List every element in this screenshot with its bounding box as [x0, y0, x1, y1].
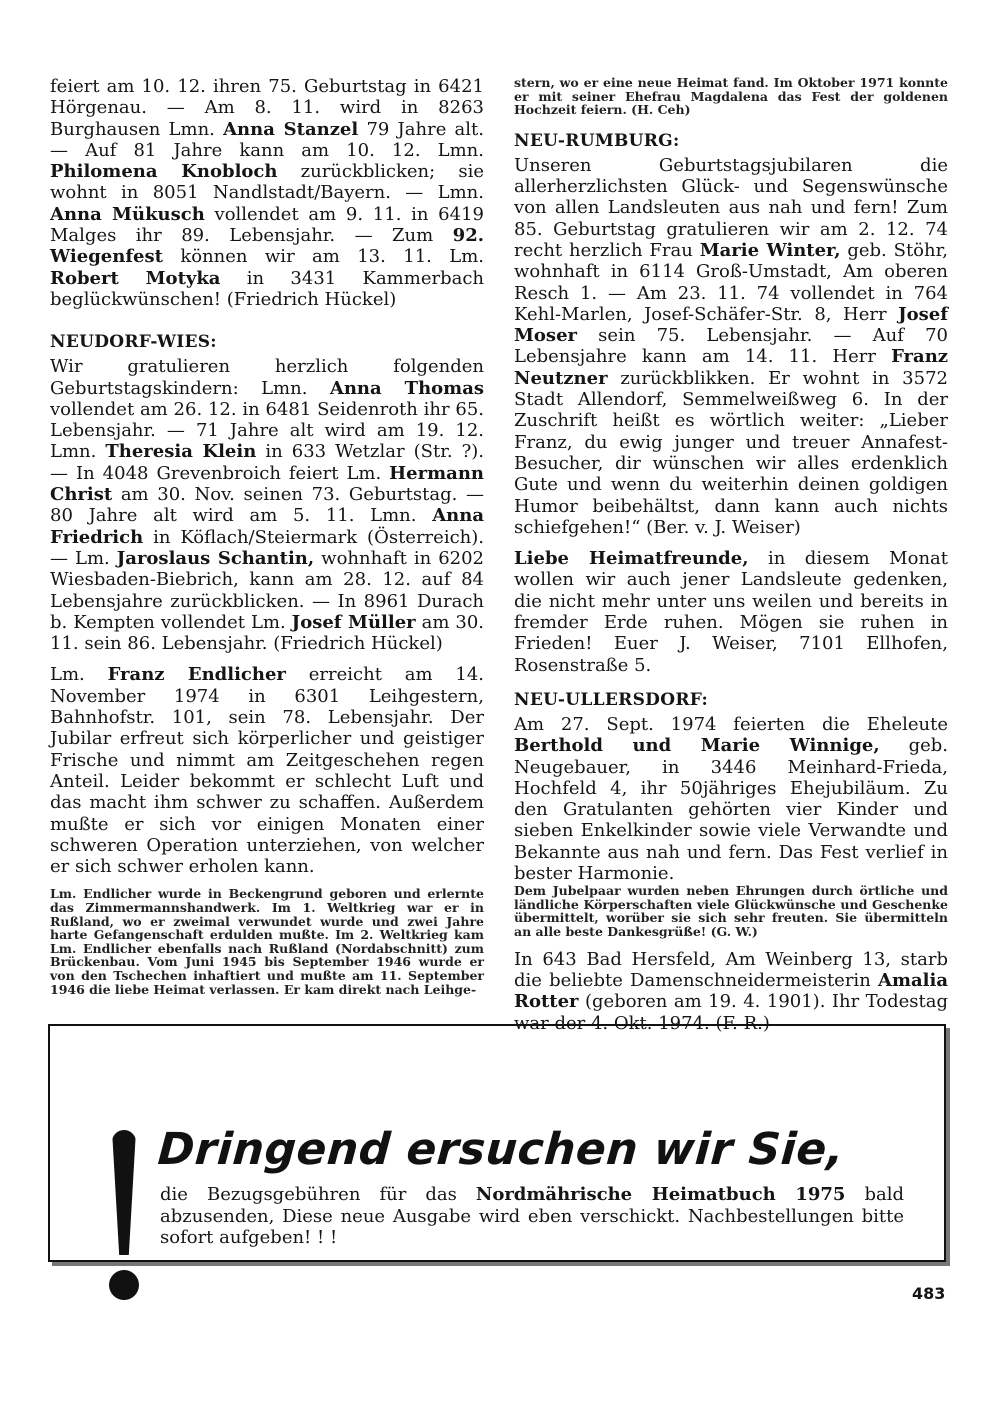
- notice-text: die Bezugsgebühren für das Nordmährische Heimatbuch 1975 bald abzusenden, Diese neue Ausgabe wird eben verschickt. Nachbestellungen bitte sofort aufgeben! ! !: [160, 1184, 905, 1248]
- heading-neudorf-wies: NEUDORF-WIES:: [50, 332, 217, 353]
- left-column: [50, 76, 484, 996]
- notice-title: Dringend ersuchen wir Sie,: [156, 1124, 846, 1175]
- page-number: 483: [912, 1284, 946, 1303]
- ullersdorf-note: Dem Jubelpaar wurden neben Ehrungen durch örtliche und ländliche Körperschaften viele Glückwünsche und Geschenke übermittelt, worüber sie sich sehr freuten. Sie übermitteln an alle beste Dankesgrüße! (G. W.): [514, 883, 948, 940]
- continued-note: stern, wo er eine neue Heimat fand. Im Oktober 1971 konnte er mit seiner Ehefrau Magdalena das Fest der goldenen Hochzeit feiern. (H. Ceh): [514, 75, 948, 118]
- neudorf-paragraph: Wir gratulieren herzlich folgenden Geburtstagskindern: Lmn. Anna Thomas vollendet am 26. 12. in 6481 Seidenroth ihr 65. Lebensjahr. — 71 Jahre alt wird am 19. 12. Lmn. Theresia Klein in 633 Wetzlar (Str. ?). — In 4048 Grevenbroich feiert Lm. Hermann Christ am 30. Nov. seinen 73. Geburtstag. — 80 Jahre alt wird am 5. 11. Lmn. Anna Friedrich in Köflach/Steiermark (Österreich). — Lm. Jaroslaus Schantin, wohnhaft in 6202 Wiesbaden-Biebrich, kann am 28. 12. auf 84 Lebensjahre zurückblicken. — In 8961 Durach b. Kempten vollendet Lm. Josef Müller am 30. 11. sein 86. Lebensjahr. (Friedrich Hückel): [50, 356, 485, 655]
- endlicher-note: Lm. Endlicher wurde in Beckengrund geboren und erlernte das Zimmermannshandwerk. Im 1. Weltkrieg war er in Rußland, wo er zweimal verwundet wurde und zwei Jahre harte Gefangenschaft erdulden mußte. Im 2. Weltkrieg kam Lm. Endlicher ebenfalls nach Rußland (Nordabschnitt) zum Brückenbau. Vom Juni 1945 bis September 1946 wurde er von den Tschechen inhaftiert und mußte am 11. September 1946 die liebe Heimat verlassen. Er kam direkt nach Leihge-: [50, 886, 484, 997]
- rotter-paragraph: In 643 Bad Hersfeld, Am Weinberg 13, starb die beliebte Damenschneidermeisterin Amalia Rotter (geboren am 19. 4. 1901). Ihr Todestag war der 4. Okt. 1974. (F. R.): [514, 948, 948, 1034]
- right-column: [514, 76, 948, 1034]
- heading-neu-ullersdorf: NEU-ULLERSDORF:: [514, 689, 709, 710]
- exclamation-icon: [106, 1130, 146, 1305]
- ullersdorf-paragraph: Am 27. Sept. 1974 feierten die Eheleute Berthold und Marie Winnige, geb. Neugebauer, in 3446 Meinhard-Frieda, Hochfeld 4, ihr 50jähriges Ehejubiläum. Zu den Gratulanten gehörten vier Kinder und sieben Enkelkinder sowie viele Verwandte und Bekannte aus nah und fern. Das Fest verlief in bester Harmonie.: [514, 713, 948, 884]
- heading-neu-rumburg: NEU-RUMBURG:: [514, 130, 680, 151]
- intro-paragraph: feiert am 10. 12. ihren 75. Geburtstag in 6421 Hörgenau. — Am 8. 11. wird in 8263 Burghausen Lmn. Anna Stanzel 79 Jahre alt. — Auf 81 Jahre kann am 10. 12. Lmn. Philomena Knobloch zurückblicken; sie wohnt in 8051 Nandlstadt/Bayern. — Lmn. Anna Mükusch vollendet am 9. 11. in 6419 Malges ihr 89. Lebensjahr. — Zum 92. Wiegenfest können wir am 13. 11. Lm. Robert Motyka in 3431 Kammerbach beglückwünschen! (Friedrich Hückel): [50, 76, 485, 310]
- rumburg-paragraph: Unseren Geburtstagsjubilaren die allerherzlichsten Glück- und Segenswünsche von allen Landsleuten aus nah und fern! Zum 85. Geburtstag gratulieren wir am 2. 12. 74 recht herzlich Frau Marie Winter, geb. Stöhr, wohnhaft in 6114 Groß-Umstadt, Am oberen Resch 1. — Am 23. 11. 74 vollendet in 764 Kehl-Marlen, Josef-Schäfer-Str. 8, Herr Josef Moser sein 75. Lebensjahr. — Auf 70 Lebensjahre kann am 14. 11. Herr Franz Neutzner zurückblikken. Er wohnt in 3572 Stadt Allendorf, Semmelweißweg 6. In der Zuschrift heißt es wörtlich weiter: „Lieber Franz, du ewig junger und treuer Annafest-Besucher, dir wünschen wir alles erdenklich Gute und wenn du weiterhin deinen goldigen Humor beibehältst, dann kann auch nichts schiefgehen!“ (Ber. v. J. Weiser): [514, 154, 948, 538]
- heimatfreunde-paragraph: Liebe Heimatfreunde, in diesem Monat wollen wir auch jener Landsleute gedenken, die nicht mehr unter uns weilen und bereits in fremder Erde ruhen. Mögen sie ruhen in Frieden! Euer J. Weiser, 7101 Ellhofen, Rosenstraße 5.: [514, 548, 949, 676]
- endlicher-paragraph: Lm. Franz Endlicher erreicht am 14. November 1974 in 6301 Leihgestern, Bahnhofstr. 101, sein 78. Lebensjahr. Der Jubilar erfreut sich körperlicher und geistiger Frische und nimmt am Zeitgeschehen regen Anteil. Leider bekommt er schlecht Luft und das macht ihm schwer zu schaffen. Außerdem mußte er sich vor einigen Monaten einer schweren Operation unterziehen, von welcher er sich schwer erholen kann.: [50, 664, 484, 878]
